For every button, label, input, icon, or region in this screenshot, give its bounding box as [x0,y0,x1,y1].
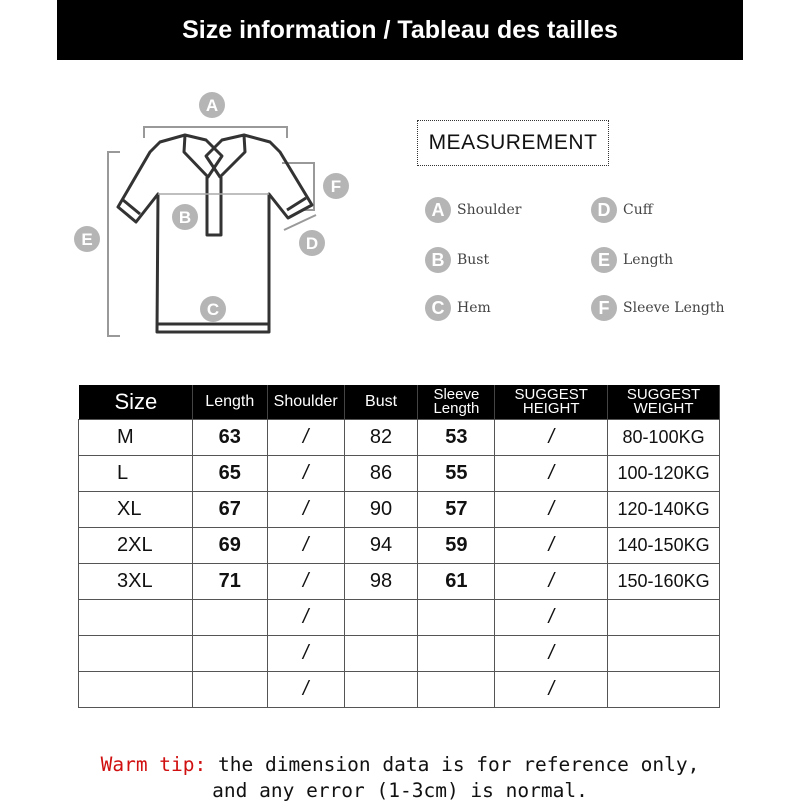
table-row [79,456,720,492]
cell-height: / [495,564,608,600]
header-suggest-weight [608,385,720,420]
letter-e-icon: E [591,247,617,273]
legend-label: Hem [457,300,491,316]
cell-weight: 120-140KG [608,492,720,528]
cell-weight: 140-150KG [608,528,720,564]
legend-item-hem [425,295,491,321]
header-bust: Bust [344,385,418,420]
cell-length [192,600,267,636]
cell-size [79,636,193,672]
legend-label: Bust [457,252,490,268]
cell-sleeve: 59 [418,528,495,564]
marker-f [323,173,349,199]
cell-length [192,636,267,672]
header-line: HEIGHT [522,400,580,417]
svg-text:C: C [206,300,220,319]
table-row [79,600,720,636]
legend-label: Cuff [623,202,653,218]
warm-tip [0,752,800,804]
svg-text:F: F [330,177,342,196]
cell-length: 69 [192,528,267,564]
cell-height: / [495,636,608,672]
svg-text:A: A [205,96,219,115]
marker-e [74,226,100,252]
cell-size: XL [79,492,193,528]
cell-length: 65 [192,456,267,492]
size-table [78,385,720,708]
legend-item-cuff [591,197,653,223]
svg-text:B: B [178,208,192,227]
cell-height: / [495,672,608,708]
cell-size [79,672,193,708]
cell-sleeve: 53 [418,420,495,456]
cell-size: 3XL [79,564,193,600]
header-suggest-height [495,385,608,420]
letter-f-icon: F [591,295,617,321]
page-title-banner [57,0,743,60]
header-size: Size [79,385,193,420]
letter-a-icon: A [425,197,451,223]
cell-weight [608,636,720,672]
marker-b [172,204,198,230]
cell-size: M [79,420,193,456]
header-line: SUGGEST [626,386,701,403]
cell-shoulder: / [267,564,344,600]
cell-shoulder: / [267,492,344,528]
measurement-title: MEASUREMENT [428,131,598,154]
marker-c [200,296,226,322]
cell-sleeve: 57 [418,492,495,528]
shirt-diagram [60,80,380,350]
table-row [79,636,720,672]
legend-item-shoulder [425,197,521,223]
cell-sleeve [418,600,495,636]
cell-height: / [495,420,608,456]
cell-length: 63 [192,420,267,456]
cell-size: 2XL [79,528,193,564]
table-row [79,492,720,528]
cell-shoulder: / [267,672,344,708]
cell-bust: 98 [344,564,418,600]
table-header-row [79,385,720,420]
header-sleeve-length [418,385,495,420]
measurement-title-box [417,120,609,166]
header-line: Length [433,400,480,417]
cell-length [192,672,267,708]
legend-item-bust [425,247,489,273]
svg-text:E: E [81,230,93,249]
warm-tip-line1: the dimension data is for reference only, [206,753,700,776]
cell-weight: 150-160KG [608,564,720,600]
marker-d [299,230,325,256]
cell-bust [344,600,418,636]
cell-sleeve: 55 [418,456,495,492]
header-line: WEIGHT [633,400,694,417]
cell-shoulder: / [267,636,344,672]
cell-weight: 100-120KG [608,456,720,492]
legend-label: Shoulder [457,202,522,218]
table-row [79,672,720,708]
page-title: Size information / Tableau des tailles [182,15,618,44]
svg-text:D: D [305,234,319,253]
letter-d-icon: D [591,197,617,223]
cell-bust: 90 [344,492,418,528]
cell-sleeve [418,636,495,672]
letter-b-icon: B [425,247,451,273]
cell-sleeve: 61 [418,564,495,600]
legend-item-length [591,247,673,273]
header-line: SUGGEST [514,386,588,403]
cell-height: / [495,600,608,636]
cell-length: 67 [192,492,267,528]
cell-bust [344,672,418,708]
legend-label: Length [623,252,674,268]
cell-shoulder: / [267,420,344,456]
legend-item-sleeve-length [591,295,725,321]
cell-height: / [495,456,608,492]
cell-bust: 86 [344,456,418,492]
table-row [79,420,720,456]
cell-height: / [495,492,608,528]
cell-size [79,600,193,636]
cell-weight: 80-100KG [608,420,720,456]
header-length: Length [192,385,267,420]
warm-tip-line2: and any error (1-3cm) is normal. [212,779,588,802]
marker-a [199,92,225,118]
cell-height: / [495,528,608,564]
cell-bust: 82 [344,420,418,456]
cell-weight [608,600,720,636]
cell-shoulder: / [267,456,344,492]
cell-bust [344,636,418,672]
cell-size: L [79,456,193,492]
legend-label: Sleeve Length [623,300,725,316]
table-row [79,564,720,600]
cell-sleeve [418,672,495,708]
letter-c-icon: C [425,295,451,321]
header-shoulder: Shoulder [267,385,344,420]
cell-shoulder: / [267,600,344,636]
cell-weight [608,672,720,708]
cell-bust: 94 [344,528,418,564]
cell-shoulder: / [267,528,344,564]
table-row [79,528,720,564]
header-line: Sleeve [433,386,480,403]
cell-length: 71 [192,564,267,600]
warm-tip-label: Warm tip: [100,753,207,776]
